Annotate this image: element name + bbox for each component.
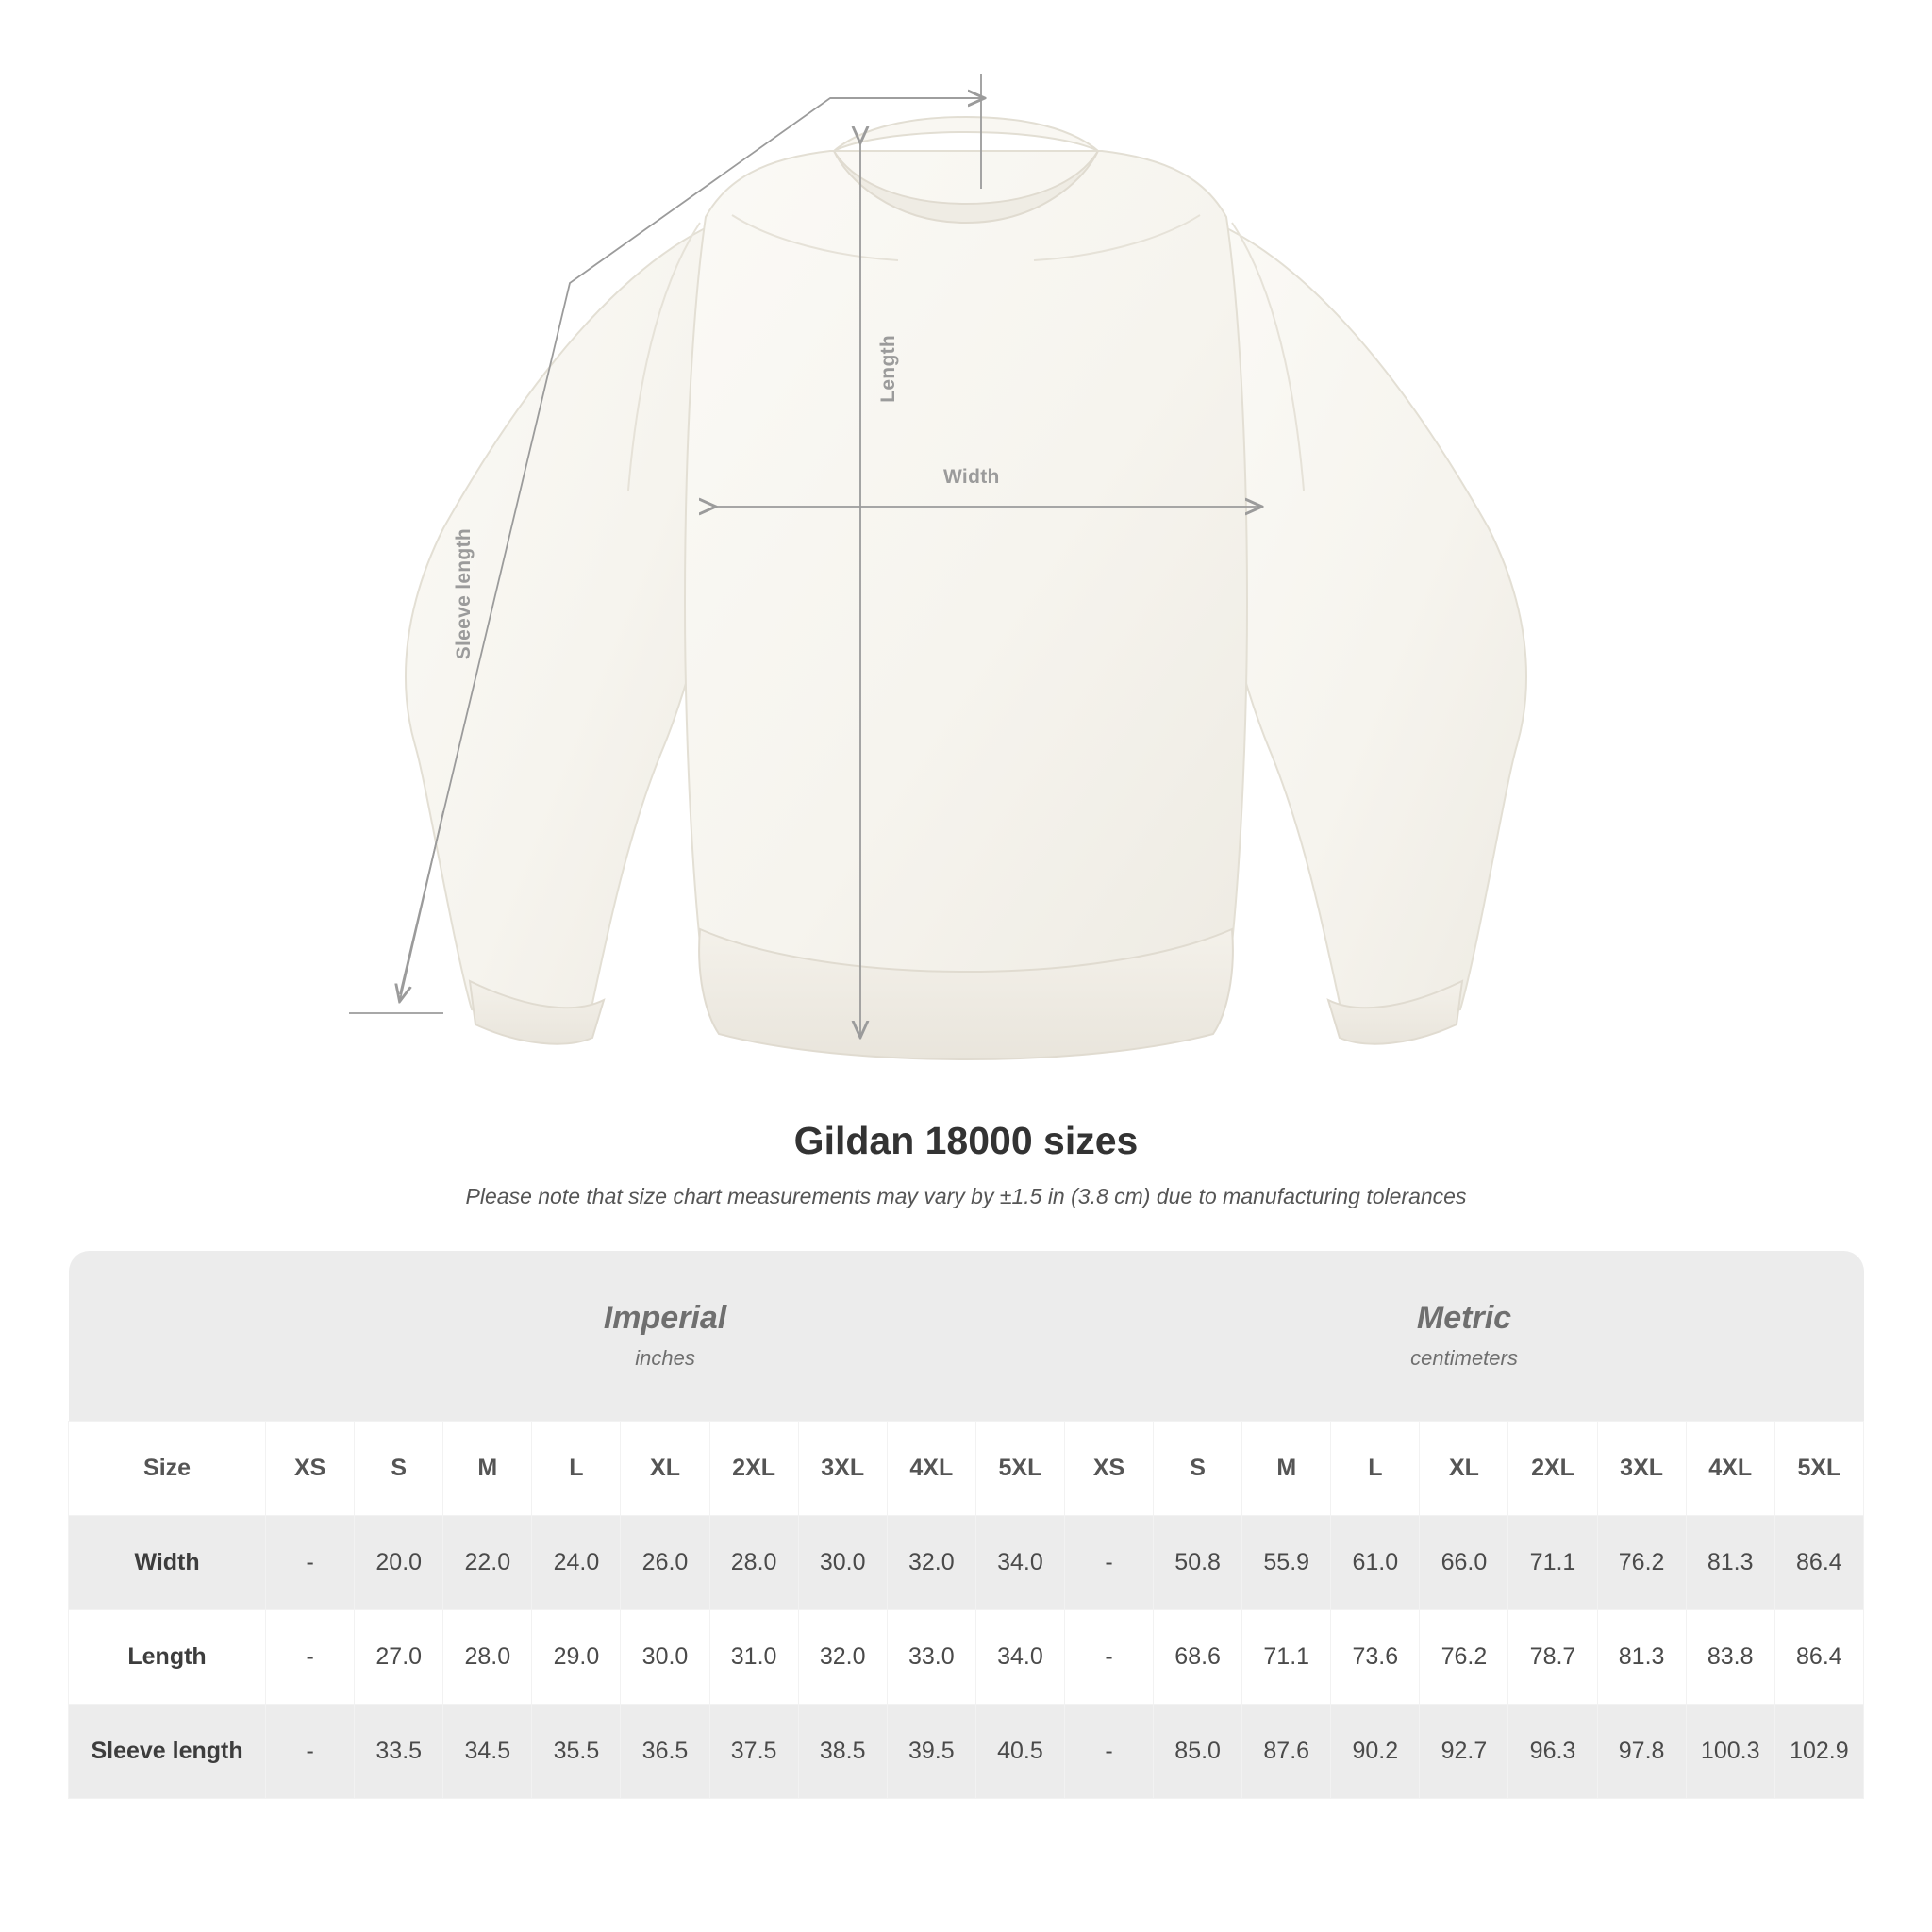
unit-spacer [69, 1251, 266, 1421]
cell-width-imp-5xl: 34.0 [975, 1515, 1064, 1609]
cell-sleeve-met-2xl: 96.3 [1508, 1704, 1597, 1798]
sleeve-length-label: Sleeve length [453, 528, 475, 660]
cell-sleeve-met-xl: 92.7 [1420, 1704, 1508, 1798]
cell-sleeve-imp-xs: - [266, 1704, 355, 1798]
column-header-imp-xs: XS [266, 1421, 355, 1515]
column-header-imp-xl: XL [621, 1421, 709, 1515]
cell-width-imp-2xl: 28.0 [709, 1515, 798, 1609]
cell-sleeve-met-5xl: 102.9 [1774, 1704, 1863, 1798]
column-header-imp-s: S [355, 1421, 443, 1515]
column-header-met-m: M [1242, 1421, 1331, 1515]
cell-width-imp-s: 20.0 [355, 1515, 443, 1609]
cell-sleeve-met-s: 85.0 [1154, 1704, 1242, 1798]
cell-length-imp-xs: - [266, 1609, 355, 1704]
cell-length-imp-4xl: 33.0 [887, 1609, 975, 1704]
width-label: Width [943, 466, 1000, 488]
table-row [69, 1515, 1864, 1609]
cell-sleeve-imp-4xl: 39.5 [887, 1704, 975, 1798]
row-label-sleeve-length: Sleeve length [69, 1704, 266, 1798]
cell-sleeve-met-3xl: 97.8 [1597, 1704, 1686, 1798]
size-header-row [69, 1421, 1864, 1515]
cell-width-met-s: 50.8 [1154, 1515, 1242, 1609]
unit-group-metric [1065, 1251, 1864, 1421]
cell-sleeve-imp-2xl: 37.5 [709, 1704, 798, 1798]
cell-sleeve-imp-m: 34.5 [443, 1704, 532, 1798]
length-label: Length [877, 335, 899, 403]
size-table-wrapper [68, 1251, 1864, 1799]
cell-sleeve-met-l: 90.2 [1331, 1704, 1420, 1798]
cell-length-met-2xl: 78.7 [1508, 1609, 1597, 1704]
column-header-met-l: L [1331, 1421, 1420, 1515]
cell-width-met-l: 61.0 [1331, 1515, 1420, 1609]
cell-width-met-xs: - [1065, 1515, 1154, 1609]
column-header-imp-l: L [532, 1421, 621, 1515]
cell-length-imp-m: 28.0 [443, 1609, 532, 1704]
cell-length-met-l: 73.6 [1331, 1609, 1420, 1704]
cell-width-met-xl: 66.0 [1420, 1515, 1508, 1609]
cell-length-imp-xl: 30.0 [621, 1609, 709, 1704]
sleeve-arrow-bottom [400, 811, 443, 1000]
cell-width-imp-l: 24.0 [532, 1515, 621, 1609]
row-label-length: Length [69, 1609, 266, 1704]
unit-header-row [69, 1251, 1864, 1421]
column-header-size: Size [69, 1421, 266, 1515]
cell-width-met-5xl: 86.4 [1774, 1515, 1863, 1609]
column-header-met-xs: XS [1065, 1421, 1154, 1515]
cell-length-met-5xl: 86.4 [1774, 1609, 1863, 1704]
imperial-sub: inches [635, 1346, 695, 1371]
column-header-met-3xl: 3XL [1597, 1421, 1686, 1515]
row-label-width: Width [69, 1515, 266, 1609]
metric-sub: centimeters [1410, 1346, 1518, 1371]
cell-width-imp-xl: 26.0 [621, 1515, 709, 1609]
cell-width-imp-3xl: 30.0 [798, 1515, 887, 1609]
cell-width-imp-4xl: 32.0 [887, 1515, 975, 1609]
cell-length-imp-s: 27.0 [355, 1609, 443, 1704]
cell-length-imp-2xl: 31.0 [709, 1609, 798, 1704]
cell-sleeve-imp-5xl: 40.5 [975, 1704, 1064, 1798]
unit-group-imperial [266, 1251, 1065, 1421]
cell-width-met-2xl: 71.1 [1508, 1515, 1597, 1609]
cell-length-met-4xl: 83.8 [1686, 1609, 1774, 1704]
column-header-met-4xl: 4XL [1686, 1421, 1774, 1515]
cell-sleeve-imp-xl: 36.5 [621, 1704, 709, 1798]
size-chart-table [68, 1251, 1864, 1799]
sleeve-guide [400, 98, 981, 994]
cell-width-met-4xl: 81.3 [1686, 1515, 1774, 1609]
cell-length-imp-5xl: 34.0 [975, 1609, 1064, 1704]
cell-width-imp-m: 22.0 [443, 1515, 532, 1609]
cell-length-met-3xl: 81.3 [1597, 1609, 1686, 1704]
column-header-met-s: S [1154, 1421, 1242, 1515]
cell-length-met-s: 68.6 [1154, 1609, 1242, 1704]
page-title: Gildan 18000 sizes [793, 1119, 1139, 1162]
table-row [69, 1704, 1864, 1798]
cell-sleeve-imp-l: 35.5 [532, 1704, 621, 1798]
cell-length-imp-l: 29.0 [532, 1609, 621, 1704]
cell-length-imp-3xl: 32.0 [798, 1609, 887, 1704]
column-header-imp-m: M [443, 1421, 532, 1515]
cell-sleeve-met-4xl: 100.3 [1686, 1704, 1774, 1798]
metric-name: Metric [1416, 1300, 1512, 1337]
imperial-name: Imperial [603, 1300, 727, 1337]
column-header-met-5xl: 5XL [1774, 1421, 1863, 1515]
cell-sleeve-imp-s: 33.5 [355, 1704, 443, 1798]
column-header-imp-5xl: 5XL [975, 1421, 1064, 1515]
table-row [69, 1609, 1864, 1704]
cell-length-met-xs: - [1065, 1609, 1154, 1704]
cell-sleeve-imp-3xl: 38.5 [798, 1704, 887, 1798]
cell-sleeve-met-xs: - [1065, 1704, 1154, 1798]
column-header-imp-3xl: 3XL [798, 1421, 887, 1515]
cell-sleeve-met-m: 87.6 [1242, 1704, 1331, 1798]
column-header-met-xl: XL [1420, 1421, 1508, 1515]
cell-length-met-m: 71.1 [1242, 1609, 1331, 1704]
column-header-imp-4xl: 4XL [887, 1421, 975, 1515]
column-header-imp-2xl: 2XL [709, 1421, 798, 1515]
cell-width-imp-xs: - [266, 1515, 355, 1609]
cell-width-met-m: 55.9 [1242, 1515, 1331, 1609]
column-header-met-2xl: 2XL [1508, 1421, 1597, 1515]
page-subtitle: Please note that size chart measurements may vary by ±1.5 in (3.8 cm) due to manufacturing tolerances [465, 1184, 1467, 1208]
cell-width-met-3xl: 76.2 [1597, 1515, 1686, 1609]
cell-length-met-xl: 76.2 [1420, 1609, 1508, 1704]
